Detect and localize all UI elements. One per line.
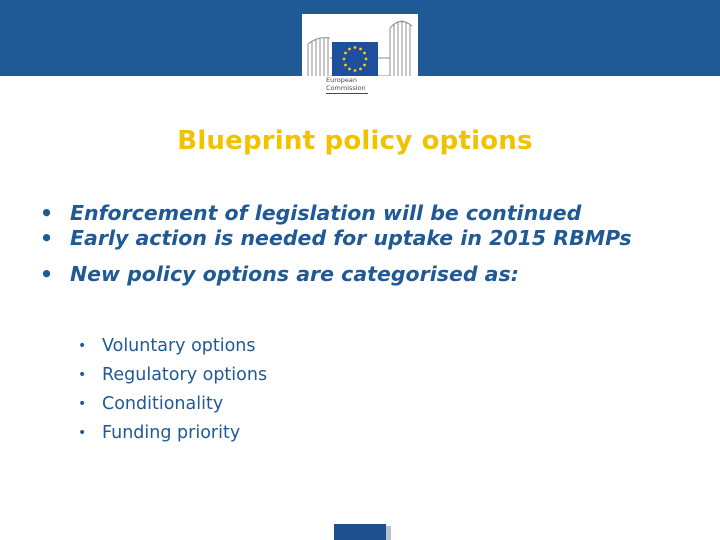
bullet-text: Early action is needed for uptake in 2015 RBMPs [70,226,632,250]
logo-underline [326,93,368,94]
logo-text-line2: Commission [326,84,366,92]
bullet-dot-icon: • [40,226,54,250]
sub-bullet-list [78,332,478,448]
bullet-text: New policy options are categorised as: [70,262,519,286]
sub-bullet-item [78,332,478,361]
bullet-item [40,226,700,251]
sub-bullet-dot-icon: • [78,338,87,354]
bullet-item [40,262,700,287]
logo-text-line1: European [326,76,357,84]
sub-bullet-text: Regulatory options [102,365,268,385]
sub-bullet-text: Funding priority [102,423,241,443]
commission-building-icon [306,18,414,76]
sub-bullet-item [78,361,478,390]
footer-accent-shadow [386,526,391,540]
sub-bullet-item [78,390,478,419]
sub-bullet-item [78,419,478,448]
sub-bullet-text: Conditionality [102,394,224,414]
bullet-item [40,201,700,226]
sub-bullet-dot-icon: • [78,425,87,441]
european-commission-logo [302,14,418,100]
sub-bullet-dot-icon: • [78,367,87,383]
sub-bullet-dot-icon: • [78,396,87,412]
bullet-dot-icon: • [40,201,54,225]
main-bullet-list [40,201,700,287]
bullet-dot-icon: • [40,262,54,286]
footer-accent-bar [334,524,386,540]
sub-bullet-text: Voluntary options [102,336,256,356]
bullet-text: Enforcement of legislation will be continued [70,201,582,225]
slide-title: Blueprint policy options [177,126,533,156]
